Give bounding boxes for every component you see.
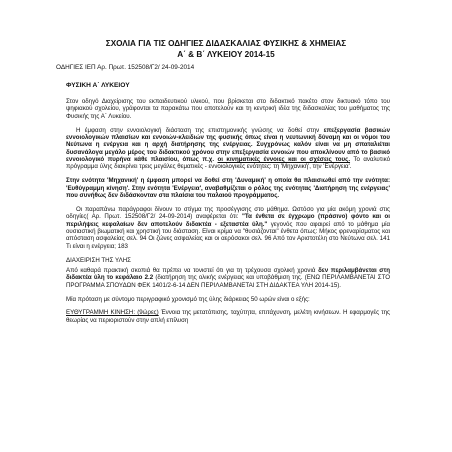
paragraph-units: Στην ενότητα 'Μηχανική' η έμφαση μπορεί να δοθεί στη 'Δυναμική' η οποία θα πλαισιωθεί από την ενότητα: 'Ευθύγραμμη κίνηση'. Στην ενότητα 'Ενέργεια', αναβαθμίζεται ο ρόλος της ενότητας 'Διατήρηση της ενέργειας' που συνήθως δεν διδάσκονταν στα πλαίσια του παλαιού προγράμματος. — [66, 177, 390, 199]
emphasis-bold: επεξεργασία βασικών εννοιολογικών πλαισίων και εννοιών-κλειδιών της φυσικής όπως είναι η νευτωνική δύναμη και οι νόμοι του Νεύτωνα η ενέργεια και η αρχή διατήρησης της ενέργειας. — [66, 126, 390, 149]
section-title: ΦΥΣΙΚΗ Α΄ ΛΥΚΕΙΟΥ — [66, 82, 130, 89]
inserts-text: Οι παραπάνω παράγραφοι δίνουν το στίγμα της προσέγγισης στο μάθημα. Ωστόσο για μία ακόμη χρονιά στις οδηγίες( Αρ. Πρωτ. 152508/Γ2/ 24-09-2014) αναφέρεται ότι: — [66, 205, 390, 221]
paragraph-emphasis — [66, 127, 390, 171]
paragraph-inserts — [66, 206, 390, 250]
syllabus-tail: (διατήρηση της ολικής ενέργειας και υποβάθμιση της. (ΕΝΩ ΠΕΡΙΛΑΜΒΑΝΕΤΑΙ ΣΤΟ ΠΡΟΓΡΑΜΜΑ ΣΠΟΥΔΩΝ ΦΕΚ 1401/2-6-14 ΔΕΝ ΠΕΡΙΛΑΜΒΑΝΕΤΑΙ ΣΤΗ ΔΙΔΑΚΤΕΑ ΥΛΗ 2014-15). — [66, 274, 391, 289]
reference-line: ΟΔΗΓΙΕΣ ΙΕΠ Αρ. Πρωτ. 152508/Γ2/ 24-09-2014 — [56, 64, 195, 71]
inserts-tail: γεγονός που αφαιρεί από το μάθημα μία ουσιαστική βιωματική και χρηστική του διάσταση. Είναι κρίμα να "θυσιάζονται" ένθετα όπως: Μήκος φρεναρίσματος και απόσταση ασφαλείας σελ. 94 Οι ζώνες ασφαλείας και οι αερόσακοι σελ. 96 Από τον Αριστοτέλη στο Νεύτωνα σελ. 141 Τι είναι η ενέργεια; 183 — [66, 220, 390, 250]
linear-motion-heading: ΕΥΘΥΓΡΑΜΜΗ ΚΙΝΗΣΗ: (9ώρες) — [66, 309, 159, 317]
title-line-2: Α΄ & Β΄ ΛΥΚΕΙΟΥ 2014-15 — [177, 50, 275, 59]
subheading-syllabus: ΔΙΑΧΕΙΡΙΣΗ ΤΗΣ ΥΛΗΣ — [66, 256, 131, 264]
emphasis-tail: Το αναλυτικό πρόγραμμα ύλης διακρίνει τρεις μεγάλες θεματικές - εννοιολογικές ενότητες: τη 'Μηχανική', την 'Ενέργεια'. — [66, 156, 390, 171]
paragraph-intro: Στον οδηγό Διαχείρισης του εκπαιδευτικού υλικού, που βρίσκεται στο διδακτικό πακέτο στον δικτυακό τόπο του ψηφιακού σχολείου, γράφονται τα παρακάτω που αποτελούν και τη κεντρική ιδέα της διδασκαλίας του μαθήματος της Φυσικής της Α΄ Λυκείου. — [66, 98, 390, 120]
paragraph-linear-motion — [66, 309, 390, 324]
syllabus-bold: δεν περιλαμβάνεται στη διδακτέα ύλη το κεφάλαιο 2.2 — [66, 266, 390, 282]
syllabus-text: Από καθαρά πρακτική σκοπιά θα πρέπει να τονιστεί ότι για τη τρέχουσα σχολική χρονιά — [66, 266, 319, 274]
emphasis-underlined: οι κινηματικές έννοιες και οι σχέσεις τους. — [217, 156, 351, 163]
paragraph-proposal: Μία πρόταση με σύντομο περιγραφικό χρονισμό της ύλης διάρκειας 50 ωρών είναι ο εξής: — [66, 295, 310, 303]
document-title — [0, 38, 452, 60]
emphasis-bold-2: Συγχρόνως καλόν είναι να μη σπαταλιέται δυσανάλογα μεγάλο μέρος του διδακτικού χρόνου στην επεξεργασία εννοιών που αποκλίνουν από το βασικό εννοιολογικό πυρήνα κάθε πλαισίου, όπως π.χ. — [66, 141, 390, 163]
inserts-quote: "Τα ένθετα σε έγχρωμο (πράσινο) φόντο και οι περιλήψεις κεφαλαίων δεν αποτελούν διδακτέα - εξεταστέα ύλη." — [66, 213, 390, 228]
document-body — [66, 98, 390, 331]
linear-motion-text: Έννοια της μετατόπισης, ταχύτητα, επιτάχυνση, μελέτη κινήσεων. Η εφαρμογές της θεωρίας να περιοριστούν στην απλή επίλυση — [66, 309, 390, 324]
emphasis-text: Η έμφαση στην εννοιολογική διάσταση της επιστημονικής γνώσης να δοθεί στην — [76, 126, 324, 134]
title-line-1: ΣΧΟΛΙΑ ΓΙΑ ΤΙΣ ΟΔΗΓΙΕΣ ΔΙΔΑΣΚΑΛΙΑΣ ΦΥΣΙΚΗΣ & ΧΗΜΕΙΑΣ — [105, 39, 347, 48]
paragraph-syllabus — [66, 267, 390, 289]
